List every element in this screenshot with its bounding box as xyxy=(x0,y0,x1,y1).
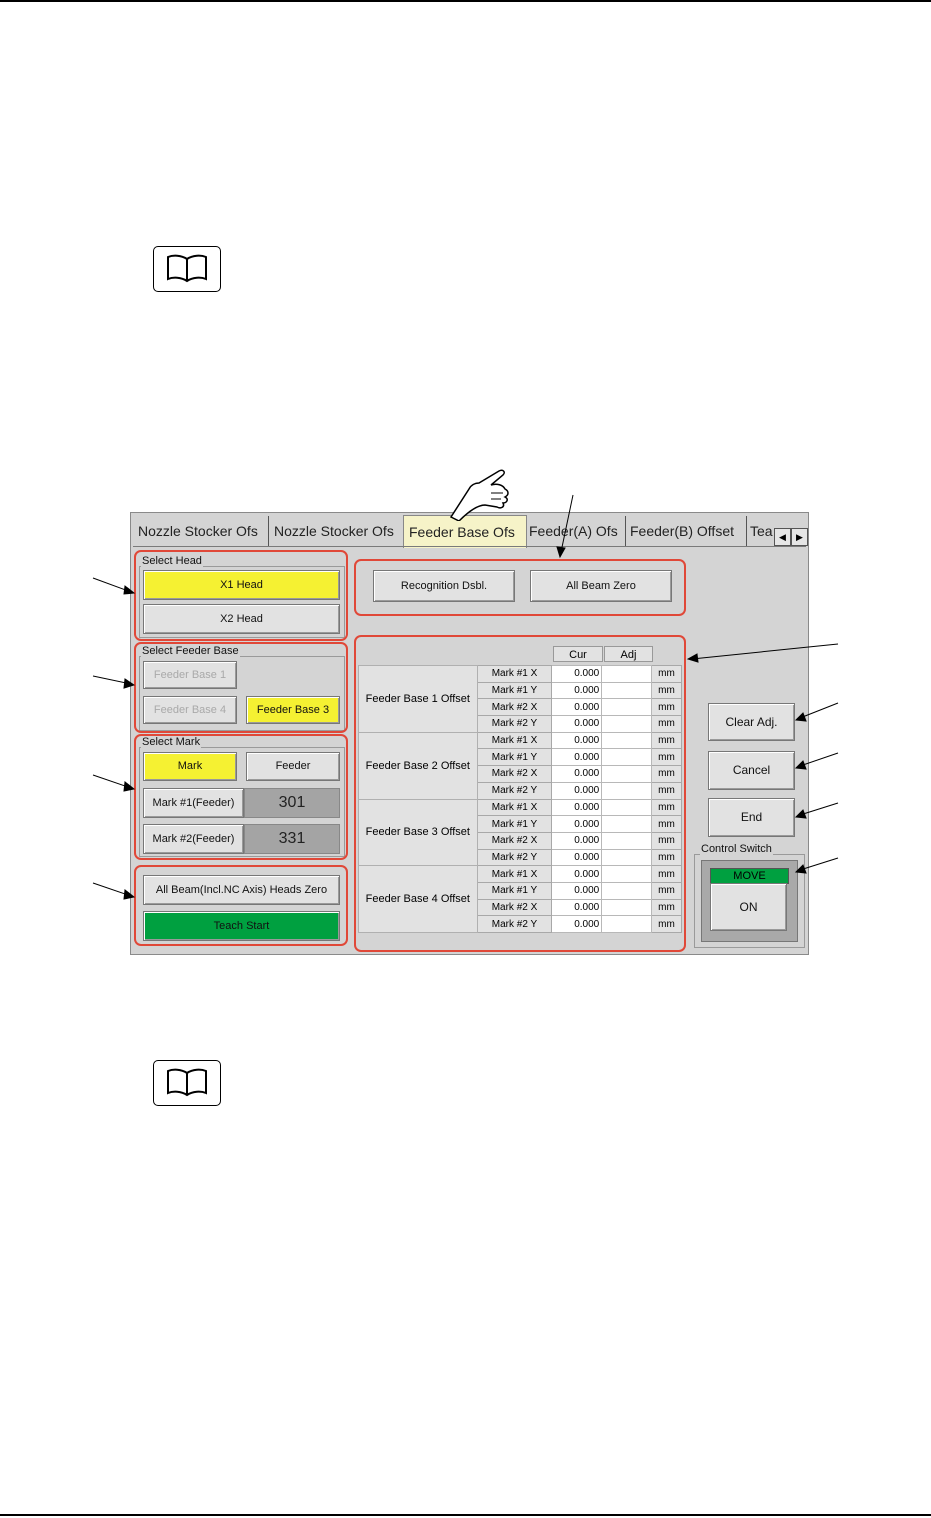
offset-row-label: Mark #2 X xyxy=(477,832,552,849)
offset-row-label: Mark #1 Y xyxy=(477,682,552,699)
offset-row-label: Mark #1 X xyxy=(477,866,552,883)
offset-unit: mm xyxy=(652,766,682,783)
cancel-button[interactable]: Cancel xyxy=(708,751,795,790)
reference-book-icon xyxy=(153,1060,221,1106)
tab-feeder-b-offset[interactable]: Feeder(B) Offset xyxy=(625,516,747,546)
offset-row-label: Mark #2 Y xyxy=(477,716,552,733)
offset-cur-value: 0.000 xyxy=(552,766,602,783)
offset-row-label: Mark #2 Y xyxy=(477,782,552,799)
offset-unit: mm xyxy=(652,816,682,833)
offset-unit: mm xyxy=(652,916,682,933)
offset-row-label: Mark #1 X xyxy=(477,666,552,683)
tab-nozzle-stocker-ofs-1[interactable]: Nozzle Stocker Ofs xyxy=(133,516,269,546)
offset-row-label: Mark #2 X xyxy=(477,899,552,916)
offset-row-label: Mark #1 Y xyxy=(477,882,552,899)
offset-unit: mm xyxy=(652,716,682,733)
offset-cur-value: 0.000 xyxy=(552,916,602,933)
offset-cur-value: 0.000 xyxy=(552,899,602,916)
offset-unit: mm xyxy=(652,882,682,899)
offset-unit: mm xyxy=(652,666,682,683)
offset-unit: mm xyxy=(652,682,682,699)
offset-cur-value: 0.000 xyxy=(552,782,602,799)
offset-row-label: Mark #2 Y xyxy=(477,849,552,866)
mark-1-feeder-value: 301 xyxy=(244,788,340,818)
feeder-button[interactable]: Feeder xyxy=(246,752,340,781)
column-header-cur: Cur xyxy=(553,646,603,662)
all-beam-heads-zero-button[interactable]: All Beam(Incl.NC Axis) Heads Zero xyxy=(143,875,340,905)
recognition-disable-button[interactable]: Recognition Dsbl. xyxy=(373,570,515,602)
offset-row-label: Mark #2 X xyxy=(477,766,552,783)
offset-row-label: Mark #2 Y xyxy=(477,916,552,933)
tab-scroll-right-button[interactable]: ▶ xyxy=(791,528,808,546)
end-button[interactable]: End xyxy=(708,798,795,837)
offset-group-label: Feeder Base 4 Offset xyxy=(359,866,478,933)
offset-cur-value: 0.000 xyxy=(552,799,602,816)
feeder-base-1-button[interactable]: Feeder Base 1 xyxy=(143,661,237,689)
offset-row-label: Mark #2 X xyxy=(477,699,552,716)
offset-cur-value: 0.000 xyxy=(552,849,602,866)
select-head-title: Select Head xyxy=(142,555,202,567)
offset-cur-value: 0.000 xyxy=(552,732,602,749)
tab-nozzle-stocker-ofs-2[interactable]: Nozzle Stocker Ofs xyxy=(269,516,405,546)
control-switch-on-button[interactable]: ON xyxy=(710,883,787,931)
offset-cur-value: 0.000 xyxy=(552,682,602,699)
teach-start-button[interactable]: Teach Start xyxy=(143,911,340,941)
select-feeder-base-title: Select Feeder Base xyxy=(142,645,239,657)
control-switch-title: Control Switch xyxy=(701,843,772,855)
offset-cur-value: 0.000 xyxy=(552,749,602,766)
feeder-base-4-button[interactable]: Feeder Base 4 xyxy=(143,696,237,724)
clear-adj-button[interactable]: Clear Adj. xyxy=(708,703,795,741)
tab-scroll-left-button[interactable]: ◀ xyxy=(774,528,791,546)
mark-button[interactable]: Mark xyxy=(143,752,237,781)
tab-feeder-base-ofs[interactable]: Feeder Base Ofs xyxy=(403,515,527,548)
offset-cur-value: 0.000 xyxy=(552,882,602,899)
mark-2-feeder-button[interactable]: Mark #2(Feeder) xyxy=(143,824,244,854)
column-header-adj: Adj xyxy=(604,646,653,662)
offset-row-label: Mark #1 X xyxy=(477,732,552,749)
offset-unit: mm xyxy=(652,699,682,716)
offset-cur-value: 0.000 xyxy=(552,666,602,683)
offset-unit: mm xyxy=(652,799,682,816)
offset-cur-value: 0.000 xyxy=(552,832,602,849)
tab-feeder-a-ofs[interactable]: Feeder(A) Ofs xyxy=(524,516,626,546)
offset-row-label: Mark #1 Y xyxy=(477,749,552,766)
offset-unit: mm xyxy=(652,782,682,799)
x1-head-button[interactable]: X1 Head xyxy=(143,570,340,600)
mark-2-feeder-value: 331 xyxy=(244,824,340,854)
offset-unit: mm xyxy=(652,899,682,916)
offset-unit: mm xyxy=(652,832,682,849)
tab-teach[interactable]: Tea xyxy=(750,523,773,539)
x2-head-button[interactable]: X2 Head xyxy=(143,604,340,634)
offset-unit: mm xyxy=(652,866,682,883)
mark-1-feeder-button[interactable]: Mark #1(Feeder) xyxy=(143,788,244,818)
offset-cur-value: 0.000 xyxy=(552,816,602,833)
offset-cur-value: 0.000 xyxy=(552,716,602,733)
all-beam-zero-button[interactable]: All Beam Zero xyxy=(530,570,672,602)
offset-row-label: Mark #1 Y xyxy=(477,816,552,833)
offset-group-label: Feeder Base 2 Offset xyxy=(359,732,478,799)
bottom-rule xyxy=(0,1514,931,1516)
offset-unit: mm xyxy=(652,849,682,866)
select-mark-title: Select Mark xyxy=(142,736,201,748)
offset-unit: mm xyxy=(652,732,682,749)
feeder-base-3-button[interactable]: Feeder Base 3 xyxy=(246,696,340,724)
offset-unit: mm xyxy=(652,749,682,766)
control-switch-status: MOVE xyxy=(710,868,789,884)
offset-group-label: Feeder Base 3 Offset xyxy=(359,799,478,866)
offset-cur-value: 0.000 xyxy=(552,866,602,883)
offset-group-label: Feeder Base 1 Offset xyxy=(359,666,478,733)
offset-row-label: Mark #1 X xyxy=(477,799,552,816)
offset-cur-value: 0.000 xyxy=(552,699,602,716)
